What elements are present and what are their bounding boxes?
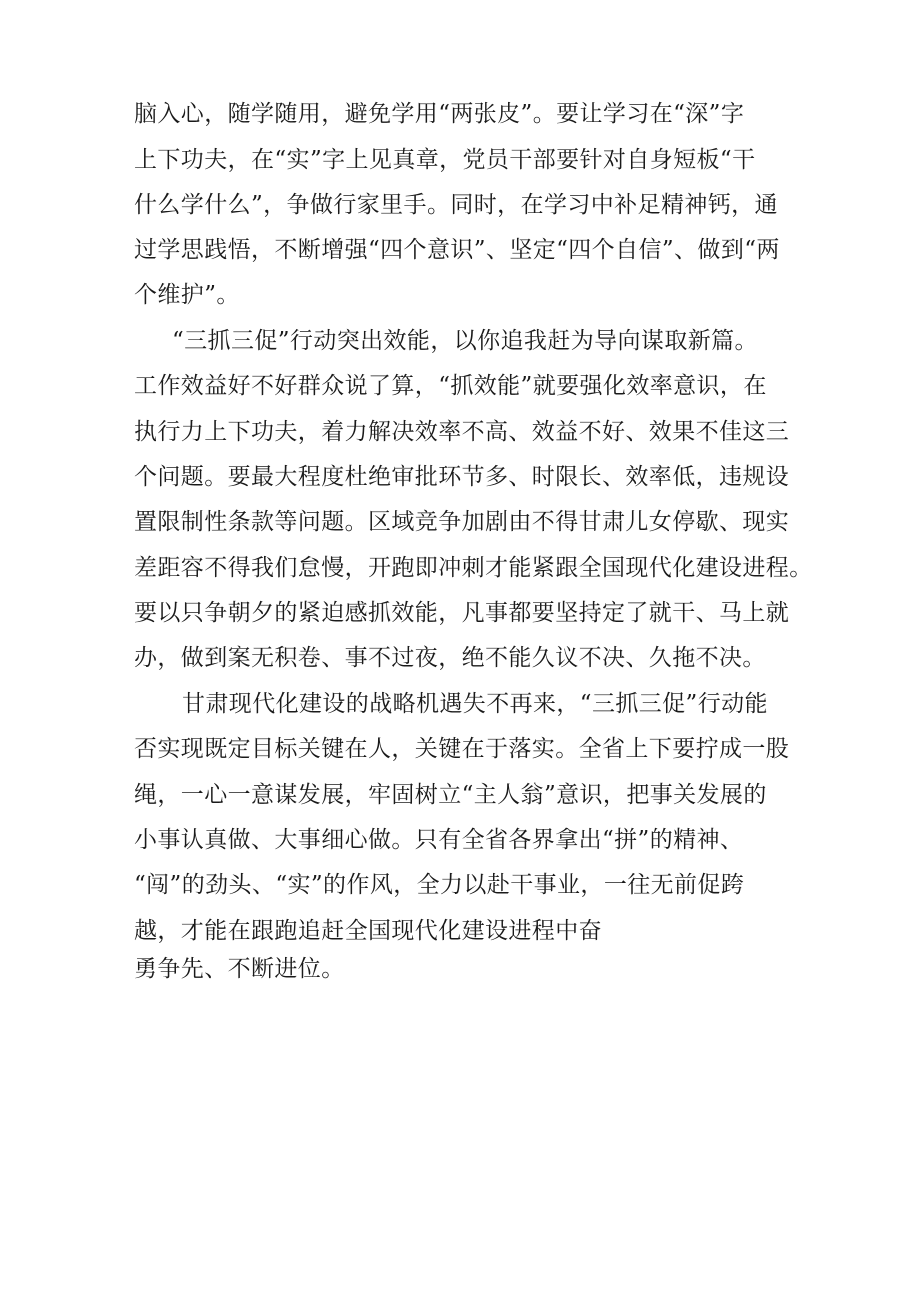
text-line: 工作效益好不好群众说了算，“抓效能”就要强化效率意识，在 xyxy=(134,373,767,399)
text-line: “三抓三促”行动突出效能，以你追我赶为导向谋取新篇。 xyxy=(172,328,758,354)
text-line: 勇争先、不断进位。 xyxy=(134,956,345,982)
text-line: 办，做到案无积卷、事不过夜，绝不能久议不决、久拖不决。 xyxy=(134,645,766,671)
text-line: 个维护”。 xyxy=(134,282,240,308)
text-line: “闯”的劲头、“实”的作风，全力以赴干事业，一往无前促跨 xyxy=(134,872,745,898)
text-line: 执行力上下功夫，着力解决效率不高、效益不好、效果不佳这三 xyxy=(134,419,790,445)
text-line: 小事认真做、大事细心做。只有全省各界拿出“拼”的精神、 xyxy=(134,827,744,853)
text-line: 越，才能在跟跑追赶全国现代化建设进程中奋 xyxy=(134,918,602,944)
text-line: 否实现既定目标关键在人，关键在于落实。全省上下要拧成一股 xyxy=(134,736,790,762)
text-line: 过学思践悟，不断增强“四个意识”、坚定“四个自信”、做到“两 xyxy=(134,237,780,263)
text-line: 差距容不得我们怠慢，开跑即冲刺才能紧跟全国现代化建设进程。 xyxy=(134,555,813,581)
text-line: 个问题。要最大程度杜绝审批环节多、时限长、效率低，违规设 xyxy=(134,464,790,490)
text-line: 要以只争朝夕的紧迫感抓效能，凡事都要坚持定了就干、马上就 xyxy=(134,600,790,626)
text-line: 脑入心，随学随用，避免学用“两张皮”。要让学习在“深”字 xyxy=(134,101,745,127)
text-line: 置限制性条款等问题。区域竞争加剧由不得甘肃儿女停歇、现实 xyxy=(134,509,790,535)
text-line: 什么学什么”，争做行家里手。同时，在学习中补足精神钙，通 xyxy=(134,192,778,218)
text-line: 绳，一心一意谋发展，牢固树立“主人翁”意识，把事关发展的 xyxy=(134,782,767,808)
text-line: 甘肃现代化建设的战略机遇失不再来，“三抓三促”行动能 xyxy=(182,691,768,717)
text-line: 上下功夫，在“实”字上见真章，党员干部要针对自身短板“干 xyxy=(134,147,756,173)
